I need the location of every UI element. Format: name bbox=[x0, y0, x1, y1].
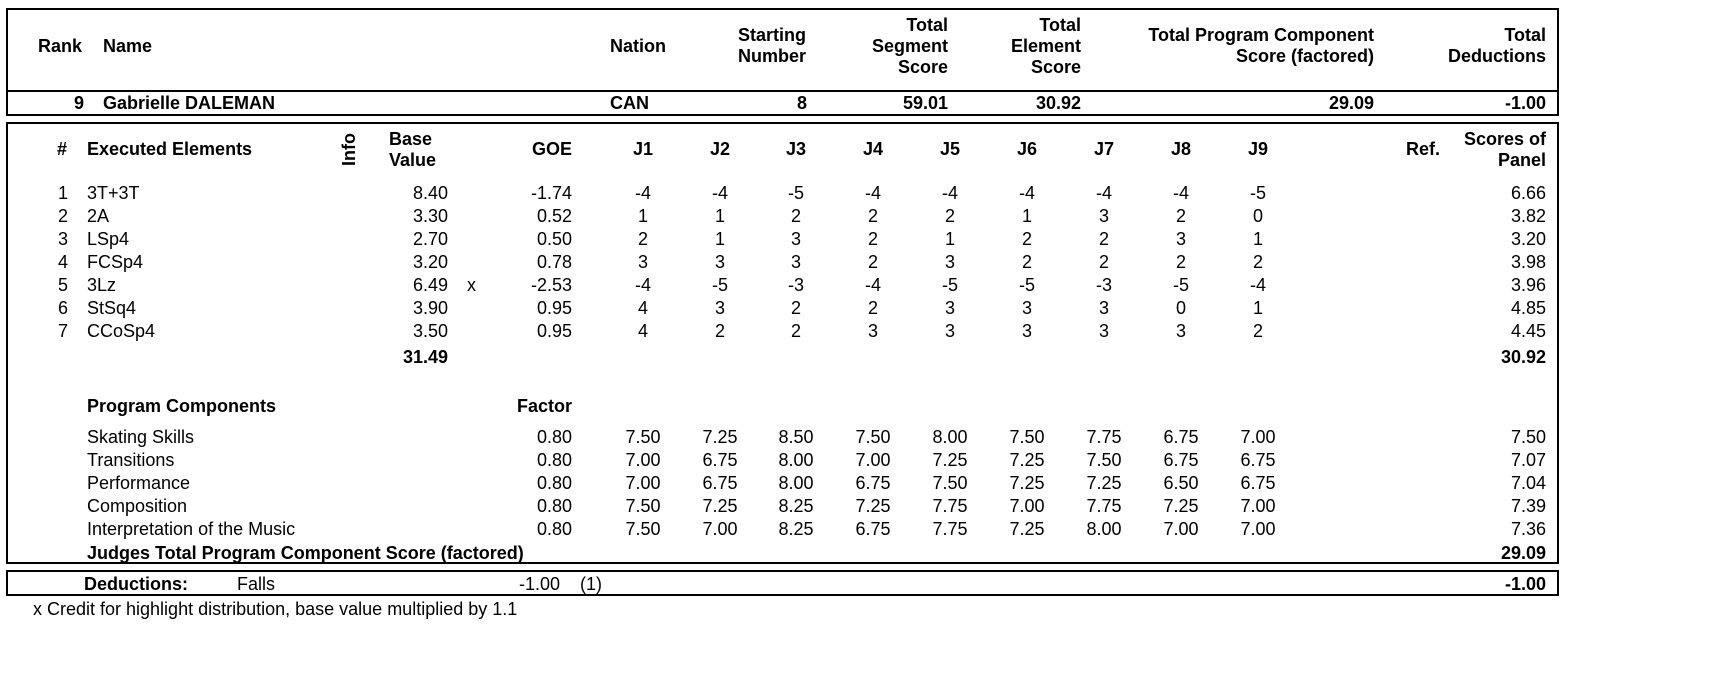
element-judge-1: -4 bbox=[634, 275, 651, 295]
element-judge-3: 2 bbox=[790, 321, 801, 341]
element-score-label-1: Total bbox=[1039, 15, 1081, 35]
num-header: # bbox=[57, 139, 68, 159]
footnote: x Credit for highlight distribution, base value multiplied by 1.1 bbox=[33, 599, 518, 619]
element-name: 2A bbox=[87, 206, 110, 226]
component-judge-4: 7.25 bbox=[855, 496, 891, 516]
component-judge-4: 7.50 bbox=[855, 427, 891, 447]
element-judge-4: 2 bbox=[867, 206, 878, 226]
element-name: 3Lz bbox=[87, 275, 117, 295]
element-judge-6: -4 bbox=[1018, 183, 1035, 203]
element-judge-4: 3 bbox=[867, 321, 878, 341]
component-judge-9: 6.75 bbox=[1240, 473, 1276, 493]
judge-header-9: J9 bbox=[1247, 139, 1269, 159]
component-panel-score: 7.07 bbox=[1510, 450, 1546, 470]
judge-header-4: J4 bbox=[862, 139, 884, 159]
component-judge-6: 7.25 bbox=[1009, 473, 1045, 493]
element-judge-8: 2 bbox=[1175, 206, 1186, 226]
component-judge-7: 7.50 bbox=[1086, 450, 1122, 470]
element-judge-6: 2 bbox=[1021, 252, 1032, 272]
element-judge-5: 3 bbox=[944, 252, 955, 272]
judge-header-3: J3 bbox=[785, 139, 807, 159]
component-judge-9: 7.00 bbox=[1240, 496, 1276, 516]
element-judge-2: 1 bbox=[714, 206, 725, 226]
element-base-value: 3.50 bbox=[412, 321, 448, 341]
component-judge-7: 7.75 bbox=[1086, 496, 1122, 516]
element-judge-9: -5 bbox=[1249, 183, 1266, 203]
nation-label: Nation bbox=[610, 36, 666, 56]
element-judge-7: 3 bbox=[1098, 298, 1109, 318]
name-label: Name bbox=[103, 36, 153, 56]
component-judge-2: 7.00 bbox=[702, 519, 738, 539]
component-judge-5: 7.75 bbox=[932, 496, 968, 516]
element-judge-7: -3 bbox=[1095, 275, 1112, 295]
component-judge-3: 8.25 bbox=[778, 519, 814, 539]
element-judge-8: 2 bbox=[1175, 252, 1186, 272]
element-judge-3: 2 bbox=[790, 298, 801, 318]
element-judge-4: -4 bbox=[864, 275, 881, 295]
component-name: Performance bbox=[87, 473, 191, 493]
element-goe: 0.95 bbox=[536, 298, 572, 318]
element-score-label-2: Element bbox=[1010, 36, 1081, 56]
element-name: StSq4 bbox=[87, 298, 137, 318]
component-judge-1: 7.50 bbox=[625, 519, 661, 539]
total-elements-score: 30.92 bbox=[1500, 347, 1546, 367]
element-judge-2: 3 bbox=[714, 252, 725, 272]
component-judge-3: 8.50 bbox=[778, 427, 814, 447]
component-judge-1: 7.00 bbox=[625, 473, 661, 493]
element-judge-3: 3 bbox=[790, 229, 801, 249]
component-judge-4: 6.75 bbox=[855, 473, 891, 493]
component-judge-2: 6.75 bbox=[702, 473, 738, 493]
judge-header-8: J8 bbox=[1170, 139, 1192, 159]
element-panel-score: 3.98 bbox=[1510, 252, 1546, 272]
element-base-value: 6.49 bbox=[412, 275, 448, 295]
component-judge-2: 7.25 bbox=[702, 496, 738, 516]
element-panel-score: 6.66 bbox=[1510, 183, 1546, 203]
judges-total-pcs-label: Judges Total Program Component Score (factored) bbox=[87, 543, 524, 563]
element-goe: -1.74 bbox=[530, 183, 572, 203]
element-judge-5: 1 bbox=[944, 229, 955, 249]
element-judge-1: 1 bbox=[637, 206, 648, 226]
element-judge-5: 3 bbox=[944, 298, 955, 318]
component-judge-2: 7.25 bbox=[702, 427, 738, 447]
element-num: 6 bbox=[57, 298, 68, 318]
element-judge-4: 2 bbox=[867, 229, 878, 249]
element-judge-3: -3 bbox=[787, 275, 804, 295]
scores-of-panel-header-1: Scores of bbox=[1463, 129, 1546, 149]
info-header: Info bbox=[339, 133, 359, 166]
rank-label: Rank bbox=[38, 36, 83, 56]
judge-header-1: J1 bbox=[632, 139, 654, 159]
element-goe: 0.95 bbox=[536, 321, 572, 341]
element-base-value: 3.20 bbox=[412, 252, 448, 272]
element-judge-5: 3 bbox=[944, 321, 955, 341]
element-judge-8: 3 bbox=[1175, 229, 1186, 249]
element-judge-6: 3 bbox=[1021, 321, 1032, 341]
element-goe: -2.53 bbox=[530, 275, 572, 295]
component-factor: 0.80 bbox=[536, 450, 572, 470]
component-factor: 0.80 bbox=[536, 496, 572, 516]
element-judge-3: 3 bbox=[790, 252, 801, 272]
executed-elements-header: Executed Elements bbox=[87, 139, 253, 159]
component-judge-7: 7.75 bbox=[1086, 427, 1122, 447]
element-judge-7: 3 bbox=[1098, 321, 1109, 341]
component-judge-3: 8.25 bbox=[778, 496, 814, 516]
segment-score-label-3: Score bbox=[897, 57, 948, 77]
program-components-title: Program Components bbox=[87, 396, 277, 416]
element-judge-5: -4 bbox=[941, 183, 958, 203]
element-panel-score: 4.85 bbox=[1510, 298, 1546, 318]
element-judge-1: 4 bbox=[637, 321, 648, 341]
component-judge-9: 6.75 bbox=[1240, 450, 1276, 470]
skater-pcs: 29.09 bbox=[1328, 93, 1374, 113]
deductions-total: -1.00 bbox=[1504, 574, 1546, 594]
component-judge-1: 7.00 bbox=[625, 450, 661, 470]
element-name: 3T+3T bbox=[87, 183, 140, 203]
pcs-label-1: Total Program Component bbox=[1148, 25, 1374, 45]
element-judge-2: 1 bbox=[714, 229, 725, 249]
element-judge-7: 2 bbox=[1098, 252, 1109, 272]
element-judge-6: 1 bbox=[1021, 206, 1032, 226]
component-judge-1: 7.50 bbox=[625, 427, 661, 447]
component-judge-6: 7.25 bbox=[1009, 450, 1045, 470]
component-judge-9: 7.00 bbox=[1240, 519, 1276, 539]
skater-nation: CAN bbox=[610, 93, 649, 113]
element-name: LSp4 bbox=[87, 229, 130, 249]
skater-deductions: -1.00 bbox=[1504, 93, 1546, 113]
component-judge-6: 7.00 bbox=[1009, 496, 1045, 516]
judge-header-7: J7 bbox=[1093, 139, 1115, 159]
element-judge-9: 1 bbox=[1252, 229, 1263, 249]
element-panel-score: 4.45 bbox=[1510, 321, 1546, 341]
element-name: FCSp4 bbox=[87, 252, 144, 272]
element-goe: 0.78 bbox=[536, 252, 572, 272]
component-judge-2: 6.75 bbox=[702, 450, 738, 470]
scores-of-panel-header-2: Panel bbox=[1497, 150, 1546, 170]
component-judge-5: 8.00 bbox=[932, 427, 968, 447]
component-panel-score: 7.50 bbox=[1510, 427, 1546, 447]
segment-score-label-1: Total bbox=[906, 15, 948, 35]
judge-header-6: J6 bbox=[1016, 139, 1038, 159]
element-goe: 0.52 bbox=[536, 206, 572, 226]
element-judge-9: 2 bbox=[1252, 321, 1263, 341]
element-num: 5 bbox=[57, 275, 68, 295]
element-base-value: 3.90 bbox=[412, 298, 448, 318]
skater-name: Gabrielle DALEMAN bbox=[103, 93, 276, 113]
element-judge-8: 0 bbox=[1175, 298, 1186, 318]
skater-element-score: 30.92 bbox=[1035, 93, 1081, 113]
element-judge-2: -4 bbox=[711, 183, 728, 203]
component-judge-6: 7.25 bbox=[1009, 519, 1045, 539]
pcs-label-2: Score (factored) bbox=[1235, 46, 1374, 66]
element-name: CCoSp4 bbox=[87, 321, 156, 341]
deductions-type: Falls bbox=[237, 574, 276, 594]
element-judge-2: 3 bbox=[714, 298, 725, 318]
element-score-label-3: Score bbox=[1030, 57, 1081, 77]
component-judge-4: 6.75 bbox=[855, 519, 891, 539]
element-judge-4: 2 bbox=[867, 298, 878, 318]
element-base-value: 3.30 bbox=[412, 206, 448, 226]
component-judge-1: 7.50 bbox=[625, 496, 661, 516]
component-judge-3: 8.00 bbox=[778, 473, 814, 493]
element-judge-9: 2 bbox=[1252, 252, 1263, 272]
starting-number-label-2: Number bbox=[737, 46, 806, 66]
segment-score-label-2: Segment bbox=[871, 36, 948, 56]
element-judge-2: 2 bbox=[714, 321, 725, 341]
skater-segment-score: 59.01 bbox=[902, 93, 948, 113]
element-judge-8: 3 bbox=[1175, 321, 1186, 341]
element-judge-7: 2 bbox=[1098, 229, 1109, 249]
component-judge-5: 7.75 bbox=[932, 519, 968, 539]
component-panel-score: 7.04 bbox=[1510, 473, 1546, 493]
component-judge-7: 8.00 bbox=[1086, 519, 1122, 539]
judge-header-2: J2 bbox=[709, 139, 731, 159]
deductions-label-2: Deductions bbox=[1447, 46, 1546, 66]
element-judge-4: -4 bbox=[864, 183, 881, 203]
deductions-value: -1.00 bbox=[518, 574, 560, 594]
total-base-value: 31.49 bbox=[402, 347, 448, 367]
element-judge-1: -4 bbox=[634, 183, 651, 203]
element-judge-1: 3 bbox=[637, 252, 648, 272]
component-judge-3: 8.00 bbox=[778, 450, 814, 470]
element-judge-9: 1 bbox=[1252, 298, 1263, 318]
component-judge-5: 7.50 bbox=[932, 473, 968, 493]
judges-total-pcs-score: 29.09 bbox=[1500, 543, 1546, 563]
factor-header: Factor bbox=[516, 396, 572, 416]
component-name: Transitions bbox=[87, 450, 175, 470]
component-panel-score: 7.39 bbox=[1510, 496, 1546, 516]
deductions-count: (1) bbox=[580, 574, 602, 594]
deductions-label: Deductions: bbox=[84, 574, 189, 594]
component-name: Skating Skills bbox=[87, 427, 195, 447]
element-num: 2 bbox=[57, 206, 68, 226]
ref-header: Ref. bbox=[1406, 139, 1441, 159]
goe-header: GOE bbox=[531, 139, 572, 159]
component-panel-score: 7.36 bbox=[1510, 519, 1546, 539]
element-judge-8: -5 bbox=[1172, 275, 1189, 295]
base-value-header-1: Base bbox=[389, 129, 433, 149]
component-name: Interpretation of the Music bbox=[87, 519, 296, 539]
element-num: 4 bbox=[57, 252, 68, 272]
judge-header-5: J5 bbox=[939, 139, 961, 159]
component-factor: 0.80 bbox=[536, 473, 572, 493]
component-judge-8: 6.75 bbox=[1163, 427, 1199, 447]
element-judge-9: 0 bbox=[1252, 206, 1263, 226]
element-judge-7: 3 bbox=[1098, 206, 1109, 226]
component-judge-9: 7.00 bbox=[1240, 427, 1276, 447]
element-judge-8: -4 bbox=[1172, 183, 1189, 203]
skater-starting-number: 8 bbox=[796, 93, 807, 113]
element-panel-score: 3.82 bbox=[1510, 206, 1546, 226]
element-panel-score: 3.96 bbox=[1510, 275, 1546, 295]
component-judge-8: 6.50 bbox=[1163, 473, 1199, 493]
element-judge-2: -5 bbox=[711, 275, 728, 295]
component-judge-5: 7.25 bbox=[932, 450, 968, 470]
component-judge-8: 7.00 bbox=[1163, 519, 1199, 539]
element-num: 3 bbox=[57, 229, 68, 249]
element-judge-6: 2 bbox=[1021, 229, 1032, 249]
element-judge-9: -4 bbox=[1249, 275, 1266, 295]
element-num: 1 bbox=[57, 183, 68, 203]
element-judge-6: -5 bbox=[1018, 275, 1035, 295]
element-base-value: 2.70 bbox=[412, 229, 448, 249]
element-judge-3: 2 bbox=[790, 206, 801, 226]
element-judge-7: -4 bbox=[1095, 183, 1112, 203]
element-judge-6: 3 bbox=[1021, 298, 1032, 318]
component-name: Composition bbox=[87, 496, 188, 516]
component-factor: 0.80 bbox=[536, 427, 572, 447]
base-value-header-2: Value bbox=[389, 150, 437, 170]
element-judge-5: 2 bbox=[944, 206, 955, 226]
element-judge-1: 2 bbox=[637, 229, 648, 249]
skater-rank: 9 bbox=[73, 93, 84, 113]
component-judge-6: 7.50 bbox=[1009, 427, 1045, 447]
component-factor: 0.80 bbox=[536, 519, 572, 539]
element-panel-score: 3.20 bbox=[1510, 229, 1546, 249]
starting-number-label-1: Starting bbox=[737, 25, 806, 45]
element-goe: 0.50 bbox=[536, 229, 572, 249]
component-judge-8: 6.75 bbox=[1163, 450, 1199, 470]
element-judge-3: -5 bbox=[787, 183, 804, 203]
element-judge-1: 4 bbox=[637, 298, 648, 318]
element-judge-4: 2 bbox=[867, 252, 878, 272]
component-judge-7: 7.25 bbox=[1086, 473, 1122, 493]
deductions-label-1: Total bbox=[1504, 25, 1546, 45]
element-judge-5: -5 bbox=[941, 275, 958, 295]
component-judge-4: 7.00 bbox=[855, 450, 891, 470]
element-base-value: 8.40 bbox=[412, 183, 448, 203]
element-num: 7 bbox=[57, 321, 68, 341]
component-judge-8: 7.25 bbox=[1163, 496, 1199, 516]
element-info: x bbox=[467, 275, 476, 295]
